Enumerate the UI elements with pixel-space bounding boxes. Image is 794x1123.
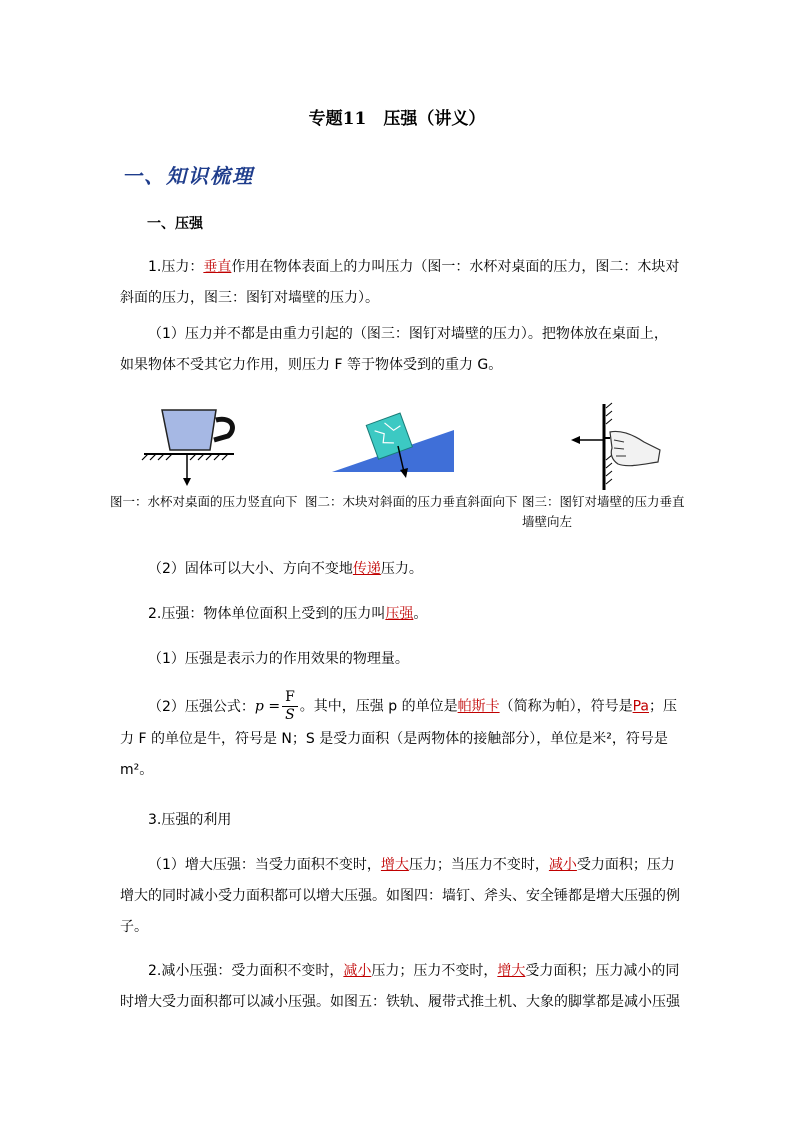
section-heading: 一、知识梳理 — [122, 164, 254, 188]
highlight-term: 增大 — [497, 963, 526, 979]
paragraph-gravity-note: （1）压力并不都是由重力引起的（图三：图钉对墙壁的压力）。把物体放在桌面上，如果物体不受其它力作用，则压力 F 等于物体受到的重力 G。 — [120, 326, 668, 373]
highlight-term: 减小 — [548, 857, 577, 873]
highlight-term: 垂直 — [203, 259, 232, 275]
paragraph-pressure-meaning: （1）压强是表示力的作用效果的物理量。 — [148, 651, 409, 667]
paragraph-transmit: （2）固体可以大小、方向不变地传递压力。 — [148, 561, 423, 577]
paragraph-pressure-def: 2.压强：物体单位面积上受到的压力叫压强。 — [148, 606, 428, 622]
paragraph-uses-heading: 3.压强的利用 — [148, 812, 232, 828]
figure-caption-2: 图二：木块对斜面的压力垂直斜面向下 — [305, 494, 518, 509]
paragraph-formula: （2）压强公式：p = $\frac{F}{S}$ 。其中，压强 p 的单位是帕斯卡（简称为帕），符号是Pa；压力 F 的单位是牛，符号是 N；S 是受力面积（是两物体的接触部分），单位是米²，符号是 m²。 — [120, 689, 677, 778]
figure-pin-on-wall — [566, 402, 676, 492]
paragraph-pressure-force: 1.压力：垂直作用在物体表面上的力叫压力（图一：水杯对桌面的压力，图二：木块对斜面的压力，图三：图钉对墙壁的压力）。 — [120, 259, 680, 306]
highlight-term: 增大 — [380, 857, 409, 873]
highlight-term: Pa — [632, 698, 649, 715]
highlight-term: 传递 — [352, 561, 381, 577]
page-title: 专题11 压强（讲义） — [308, 109, 486, 129]
figure-block-on-slope — [328, 404, 458, 484]
pressure-formula: p = $\frac{F}{S}$ — [255, 689, 300, 724]
paragraph-increase-pressure: （1）增大压强：当受力面积不变时，增大压力；当压力不变时，减小受力面积；压力增大的同时减小受力面积都可以增大压强。如图四：墙钉、斧头、安全锤都是增大压强的例子。 — [120, 857, 680, 935]
figure-caption-3: 图三：图钉对墙壁的压力垂直墙壁向左 — [522, 494, 685, 529]
sub-heading: 一、压强 — [147, 216, 203, 232]
figure-cup-on-table — [138, 402, 248, 488]
highlight-term: 压强 — [385, 606, 414, 622]
highlight-term: 减小 — [343, 963, 372, 979]
paragraph-decrease-pressure: 2.减小压强：受力面积不变时，减小压力；压力不变时，增大受力面积；压力减小的同时增大受力面积都可以减小压强。如图五：铁轨、履带式推土机、大象的脚掌都是减小压强 — [120, 963, 680, 1010]
highlight-term: 帕斯卡 — [457, 698, 500, 715]
figure-caption-1: 图一：水杯对桌面的压力竖直向下 — [110, 494, 298, 509]
